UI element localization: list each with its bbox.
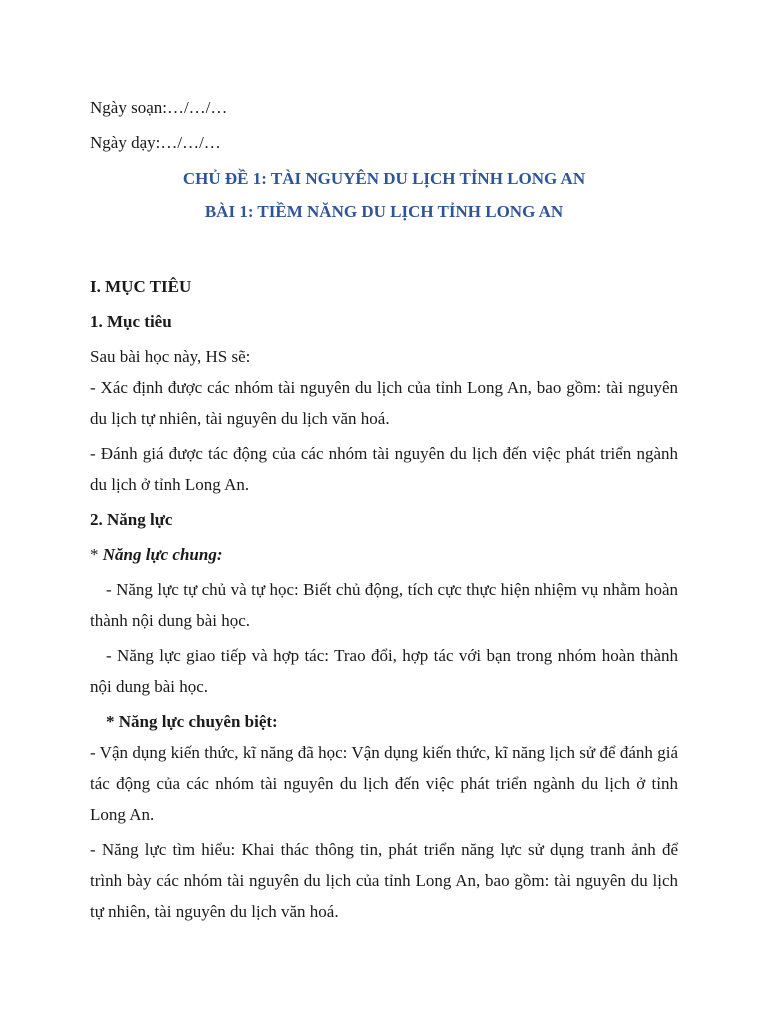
section-objectives-heading: I. MỤC TIÊU	[90, 277, 192, 296]
specific-competency-item-1: - Vận dụng kiến thức, kĩ năng đã học: Vận dụng kiến thức, kĩ năng lịch sử để đánh giá tác động của các nhóm tài nguyên du lịch đến việc phát triển ngành du lịch ở tỉnh Long An.	[90, 743, 678, 824]
topic-title: CHỦ ĐỀ 1: TÀI NGUYÊN DU LỊCH TỈNH LONG AN	[182, 169, 586, 188]
lesson-title: BÀI 1: TIỀM NĂNG DU LỊCH TỈNH LONG AN	[204, 202, 564, 221]
general-competency-label	[90, 539, 678, 570]
general-competency-prefix: *	[90, 545, 103, 564]
general-competency-item-1: - Năng lực tự chủ và tự học: Biết chủ động, tích cực thực hiện nhiệm vụ nhằm hoàn thành nội dung bài học.	[90, 580, 678, 630]
objective-item-1: - Xác định được các nhóm tài nguyên du lịch của tỉnh Long An, bao gồm: tài nguyên du lịch tự nhiên, tài nguyên du lịch văn hoá.	[90, 378, 678, 428]
general-competency-text: Năng lực chung:	[102, 545, 223, 564]
objective-item-2: - Đánh giá được tác động của các nhóm tài nguyên du lịch đến việc phát triển ngành du lịch ở tỉnh Long An.	[90, 444, 678, 494]
competency-subheading: 2. Năng lực	[90, 510, 173, 529]
spacer	[90, 228, 678, 268]
document-page	[90, 92, 678, 931]
specific-competency-item-2: - Năng lực tìm hiểu: Khai thác thông tin, phát triển năng lực sử dụng tranh ảnh để trình bày các nhóm tài nguyên du lịch của tỉnh Long An, bao gồm: tài nguyên du lịch tự nhiên, tài nguyên du lịch văn hoá.	[90, 840, 678, 921]
general-competency-item-2: - Năng lực giao tiếp và hợp tác: Trao đổi, hợp tác với bạn trong nhóm hoàn thành nội dung bài học.	[90, 646, 678, 696]
teaching-date: Ngày dạy:…/…/…	[90, 133, 221, 152]
objectives-subheading: 1. Mục tiêu	[90, 312, 172, 331]
objectives-intro: Sau bài học này, HS sẽ:	[90, 347, 251, 366]
specific-competency-label: * Năng lực chuyên biệt:	[106, 712, 278, 731]
preparation-date: Ngày soạn:…/…/…	[90, 98, 228, 117]
